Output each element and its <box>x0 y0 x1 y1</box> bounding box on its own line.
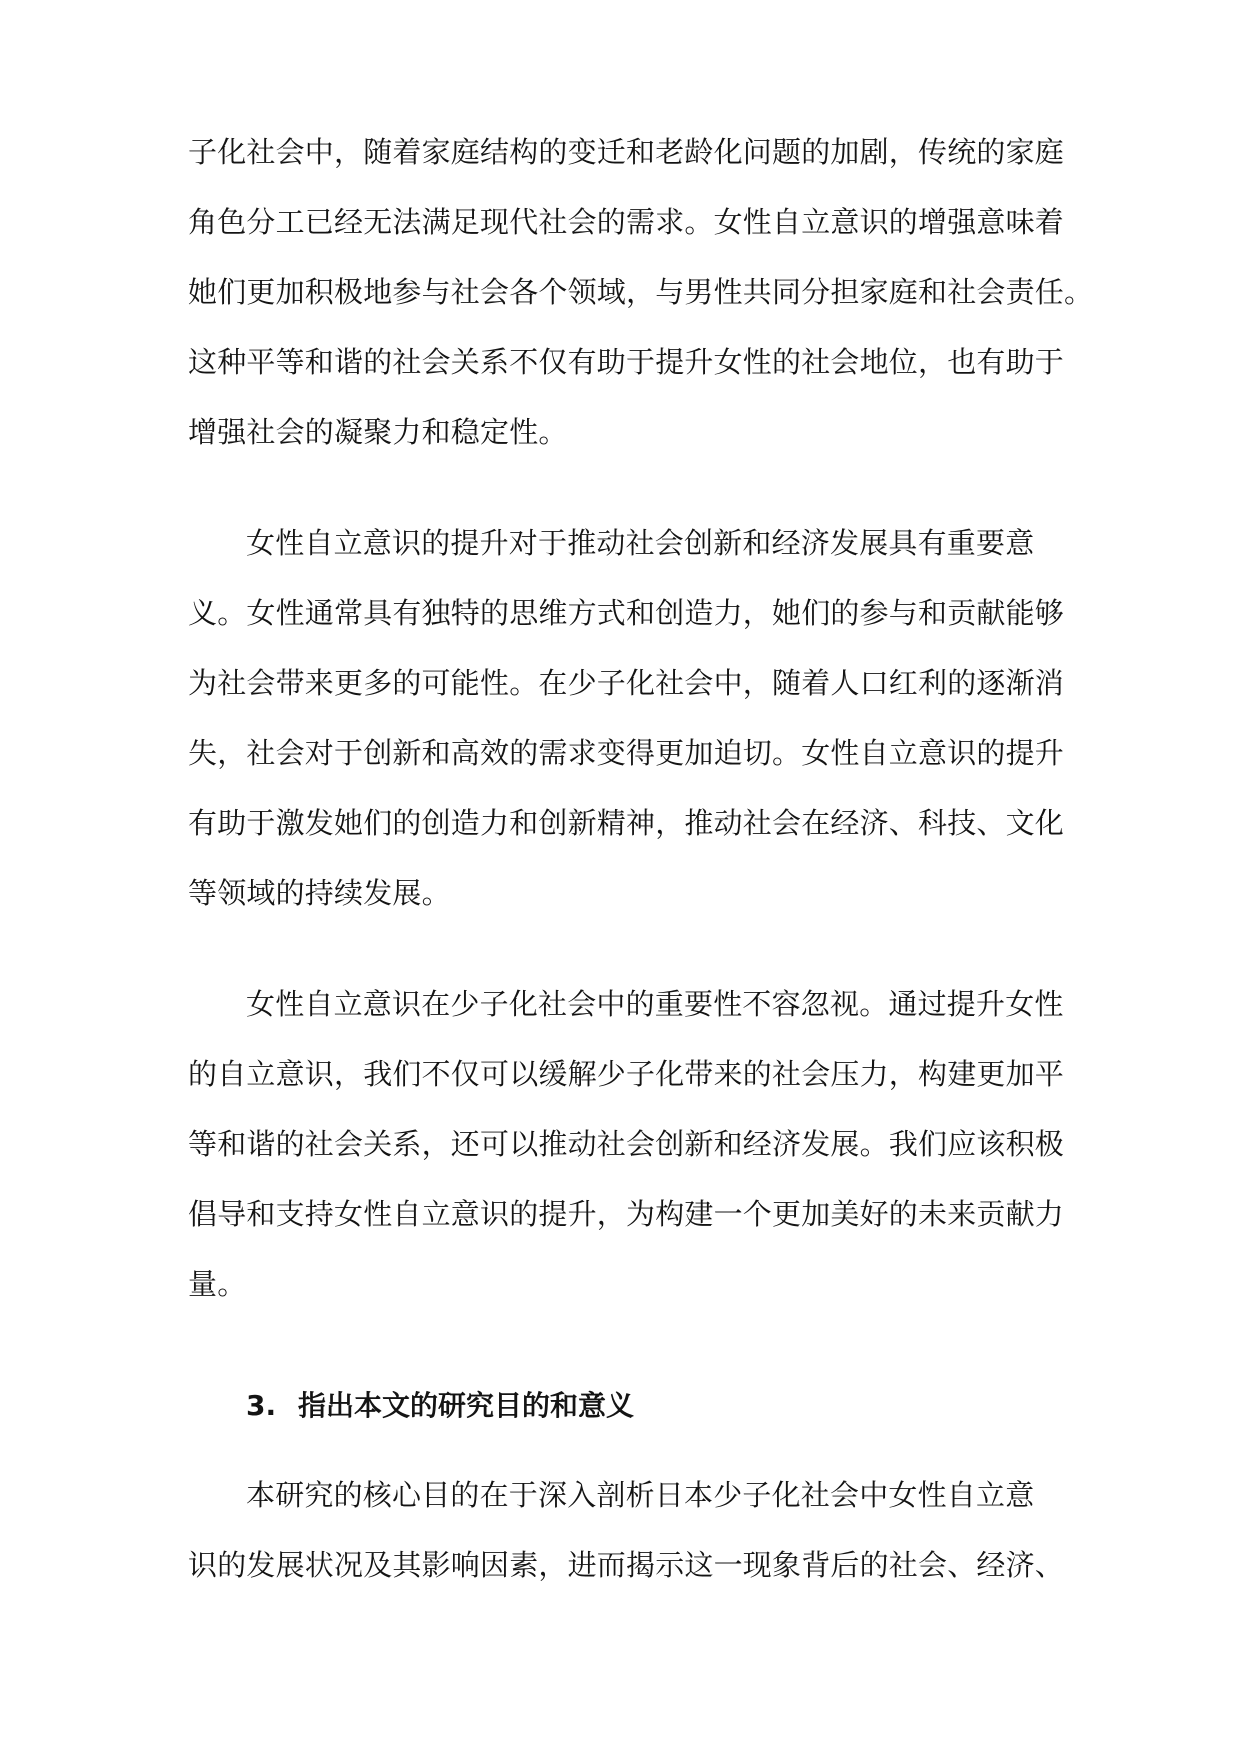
paragraph-line: 有助于激发她们的创造力和创新精神，推动社会在经济、科技、文化 <box>188 806 1065 840</box>
section-heading <box>246 1386 1046 1426</box>
paragraph-line: 子化社会中，随着家庭结构的变迁和老龄化问题的加剧，传统的家庭 <box>188 135 1065 169</box>
paragraph-line: 量。 <box>188 1267 247 1301</box>
paragraph-line: 为社会带来更多的可能性。在少子化社会中，随着人口红利的逐渐消 <box>188 666 1065 700</box>
section-number: 3. <box>246 1389 277 1422</box>
paragraph-line: 义。女性通常具有独特的思维方式和创造力，她们的参与和贡献能够 <box>188 596 1065 630</box>
paragraph-line: 角色分工已经无法满足现代社会的需求。女性自立意识的增强意味着 <box>188 205 1065 239</box>
paragraph-line: 女性自立意识在少子化社会中的重要性不容忽视。通过提升女性 <box>246 987 1064 1021</box>
paragraph-line: 等领域的持续发展。 <box>188 876 451 910</box>
section-title: 指出本文的研究目的和意义 <box>298 1389 635 1422</box>
paragraph-line: 识的发展状况及其影响因素，进而揭示这一现象背后的社会、经济、 <box>188 1548 1065 1582</box>
paragraph-line: 倡导和支持女性自立意识的提升，为构建一个更加美好的未来贡献力 <box>188 1197 1065 1231</box>
paragraph-line: 女性自立意识的提升对于推动社会创新和经济发展具有重要意 <box>246 526 1035 560</box>
paragraph-line: 失，社会对于创新和高效的需求变得更加迫切。女性自立意识的提升 <box>188 736 1065 770</box>
paragraph-line: 这种平等和谐的社会关系不仅有助于提升女性的社会地位，也有助于 <box>188 345 1065 379</box>
paragraph-line: 的自立意识，我们不仅可以缓解少子化带来的社会压力，构建更加平 <box>188 1057 1065 1091</box>
paragraph-line: 等和谐的社会关系，还可以推动社会创新和经济发展。我们应该积极 <box>188 1127 1065 1161</box>
paragraph-line: 她们更加积极地参与社会各个领域，与男性共同分担家庭和社会责任。 <box>188 275 1094 309</box>
paragraph-line: 增强社会的凝聚力和稳定性。 <box>188 415 568 449</box>
paragraph-line: 本研究的核心目的在于深入剖析日本少子化社会中女性自立意 <box>246 1478 1035 1512</box>
